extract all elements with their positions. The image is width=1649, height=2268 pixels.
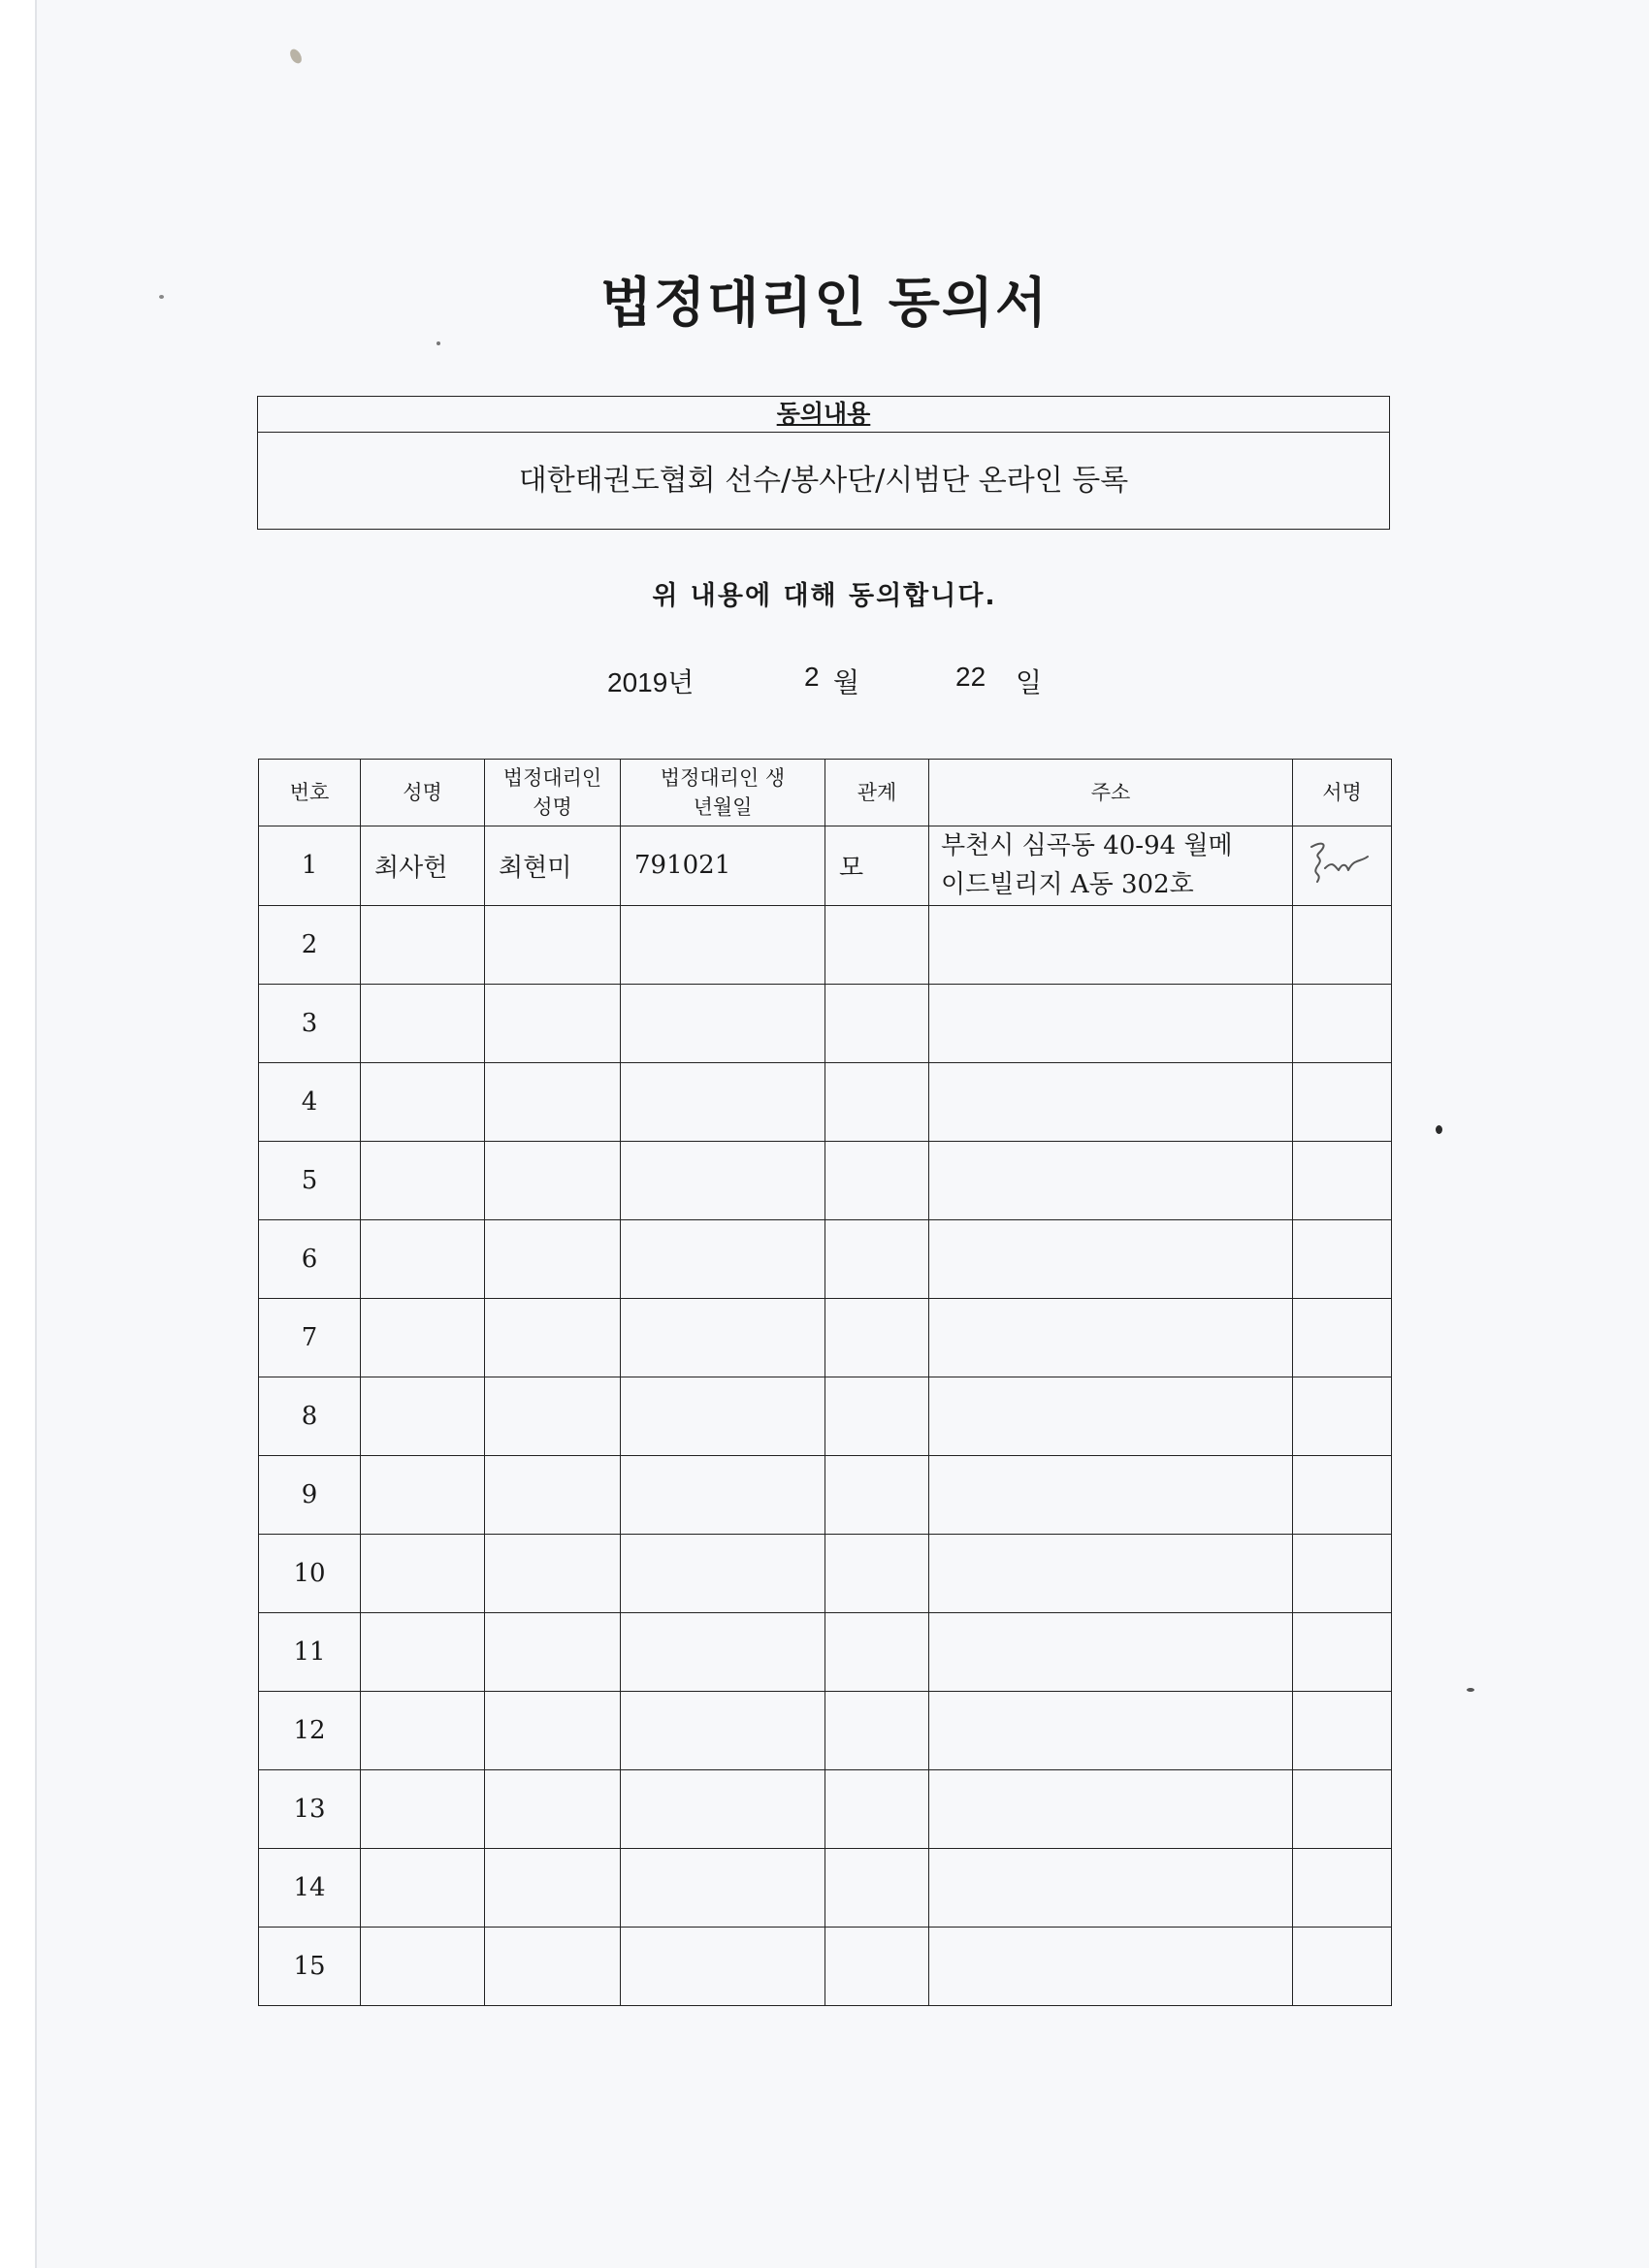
table-row (259, 1298, 1392, 1377)
row-number: 6 (259, 1219, 361, 1298)
row-number: 4 (259, 1062, 361, 1141)
signature-cell (1293, 1062, 1392, 1141)
row-number: 3 (259, 984, 361, 1062)
address (929, 984, 1293, 1062)
student-name (361, 1848, 485, 1927)
relation (825, 1691, 929, 1769)
signature-cell (1293, 1927, 1392, 2005)
guardian-name (485, 1927, 621, 2005)
row-number: 15 (259, 1927, 361, 2005)
relation (825, 1455, 929, 1534)
relation (825, 1612, 929, 1691)
guardian-name (485, 1062, 621, 1141)
row-number: 7 (259, 1298, 361, 1377)
address (929, 905, 1293, 984)
address (929, 1141, 1293, 1219)
signature-cell (1293, 1534, 1392, 1612)
address (929, 1298, 1293, 1377)
address (929, 1377, 1293, 1455)
row-number: 2 (259, 905, 361, 984)
table-row (259, 1534, 1392, 1612)
date-month-unit: 월 (833, 667, 860, 697)
consent-header: 동의내용 (258, 397, 1389, 433)
signature-cell (1293, 1141, 1392, 1219)
signature-cell (1293, 1219, 1392, 1298)
guardian-name (485, 1219, 621, 1298)
address (929, 1927, 1293, 2005)
student-name (361, 1062, 485, 1141)
address (929, 1691, 1293, 1769)
agreement-statement: 위 내용에 대해 동의합니다. (652, 581, 997, 611)
table-header-row (259, 760, 1392, 826)
student-name (361, 1219, 485, 1298)
student-name (361, 1455, 485, 1534)
guardian-birthdate (621, 1219, 825, 1298)
relation (825, 984, 929, 1062)
row-number: 1 (259, 826, 361, 906)
student-name (361, 1612, 485, 1691)
guardian-name (485, 1141, 621, 1219)
guardian-name (485, 1769, 621, 1848)
row-number: 11 (259, 1612, 361, 1691)
guardian-birthdate (621, 1298, 825, 1377)
signature-cell (1293, 984, 1392, 1062)
row-number: 8 (259, 1377, 361, 1455)
table-row (259, 1377, 1392, 1455)
address (929, 1534, 1293, 1612)
relation (825, 1534, 929, 1612)
handwritten-signature (1304, 833, 1381, 891)
relation (825, 1769, 929, 1848)
guardian-birthdate (621, 1769, 825, 1848)
address (929, 1848, 1293, 1927)
student-name: 최사헌 (361, 826, 485, 906)
guardian-name (485, 1848, 621, 1927)
guardian-name (485, 1691, 621, 1769)
guardian-birthdate (621, 1062, 825, 1141)
table-row (259, 1927, 1392, 2005)
consent-body: 대한태권도협회 선수/봉사단/시범단 온라인 등록 (518, 464, 1129, 498)
relation (825, 1219, 929, 1298)
table-row (259, 1141, 1392, 1219)
table-row (259, 1691, 1392, 1769)
signature-cell (1293, 905, 1392, 984)
guardian-name (485, 984, 621, 1062)
relation (825, 1377, 929, 1455)
header-number: 번호 (259, 760, 361, 826)
guardian-birthdate (621, 1377, 825, 1455)
relation (825, 1062, 929, 1141)
document-title: 법정대리인 동의서 (599, 272, 1050, 334)
guardian-birthdate (621, 1534, 825, 1612)
signature-cell (1293, 1612, 1392, 1691)
address (929, 1455, 1293, 1534)
signature-cell (1293, 1691, 1392, 1769)
guardian-birthdate (621, 1455, 825, 1534)
signature-cell (1293, 1848, 1392, 1927)
guardian-birthdate (621, 905, 825, 984)
date-day-unit: 일 (1016, 667, 1043, 697)
guardian-name (485, 905, 621, 984)
table-row (259, 905, 1392, 984)
scan-speck (1436, 1125, 1442, 1134)
row-number: 13 (259, 1769, 361, 1848)
table-row (259, 1455, 1392, 1534)
relation (825, 905, 929, 984)
table-row (259, 1062, 1392, 1141)
date-month-value: 2 (804, 662, 820, 692)
guardian-name (485, 1534, 621, 1612)
header-relation: 관계 (825, 760, 929, 826)
student-name (361, 1769, 485, 1848)
header-name: 성명 (361, 760, 485, 826)
header-guardian-birth: 법정대리인 생년월일 (621, 760, 825, 826)
table-row (259, 1219, 1392, 1298)
guardian-name: 최현미 (485, 826, 621, 906)
header-signature: 서명 (1293, 760, 1392, 826)
guardian-name (485, 1612, 621, 1691)
row-number: 12 (259, 1691, 361, 1769)
scan-speck (1467, 1688, 1474, 1692)
signature-cell (1293, 1455, 1392, 1534)
relation (825, 1927, 929, 2005)
guardian-birthdate (621, 1848, 825, 1927)
address (929, 1612, 1293, 1691)
student-name (361, 1691, 485, 1769)
table-row (259, 1769, 1392, 1848)
signature-cell (1293, 826, 1392, 906)
student-name (361, 984, 485, 1062)
date-day-value: 22 (955, 662, 986, 692)
guardian-name (485, 1377, 621, 1455)
student-name (361, 1377, 485, 1455)
address-line-1: 부천시 심곡동 40-94 월메 (941, 831, 1233, 860)
signature-cell (1293, 1377, 1392, 1455)
signature-cell (1293, 1769, 1392, 1848)
header-address: 주소 (929, 760, 1293, 826)
address (929, 1062, 1293, 1141)
row-number: 9 (259, 1455, 361, 1534)
student-name (361, 1298, 485, 1377)
address (929, 1769, 1293, 1848)
guardian-birthdate (621, 1927, 825, 2005)
student-name (361, 905, 485, 984)
guardian-name (485, 1455, 621, 1534)
guardian-birthdate: 791021 (621, 826, 825, 906)
table-row (259, 1612, 1392, 1691)
address (929, 1219, 1293, 1298)
header-guardian-name: 법정대리인 성명 (485, 760, 621, 826)
row-number: 10 (259, 1534, 361, 1612)
table-row (259, 984, 1392, 1062)
consent-box (257, 396, 1390, 530)
relation: 모 (825, 826, 929, 906)
guardian-name (485, 1298, 621, 1377)
signature-cell (1293, 1298, 1392, 1377)
guardian-table (258, 759, 1392, 2006)
address (929, 826, 1293, 906)
relation (825, 1848, 929, 1927)
row-number: 14 (259, 1848, 361, 1927)
address-line-2: 이드빌리지 A동 302호 (941, 870, 1194, 900)
student-name (361, 1927, 485, 2005)
date-year: 2019년 (607, 667, 695, 697)
guardian-birthdate (621, 1612, 825, 1691)
guardian-birthdate (621, 984, 825, 1062)
scan-speck (436, 341, 440, 345)
table-row (259, 826, 1392, 906)
guardian-birthdate (621, 1141, 825, 1219)
table-row (259, 1848, 1392, 1927)
student-name (361, 1141, 485, 1219)
guardian-birthdate (621, 1691, 825, 1769)
relation (825, 1141, 929, 1219)
relation (825, 1298, 929, 1377)
row-number: 5 (259, 1141, 361, 1219)
student-name (361, 1534, 485, 1612)
